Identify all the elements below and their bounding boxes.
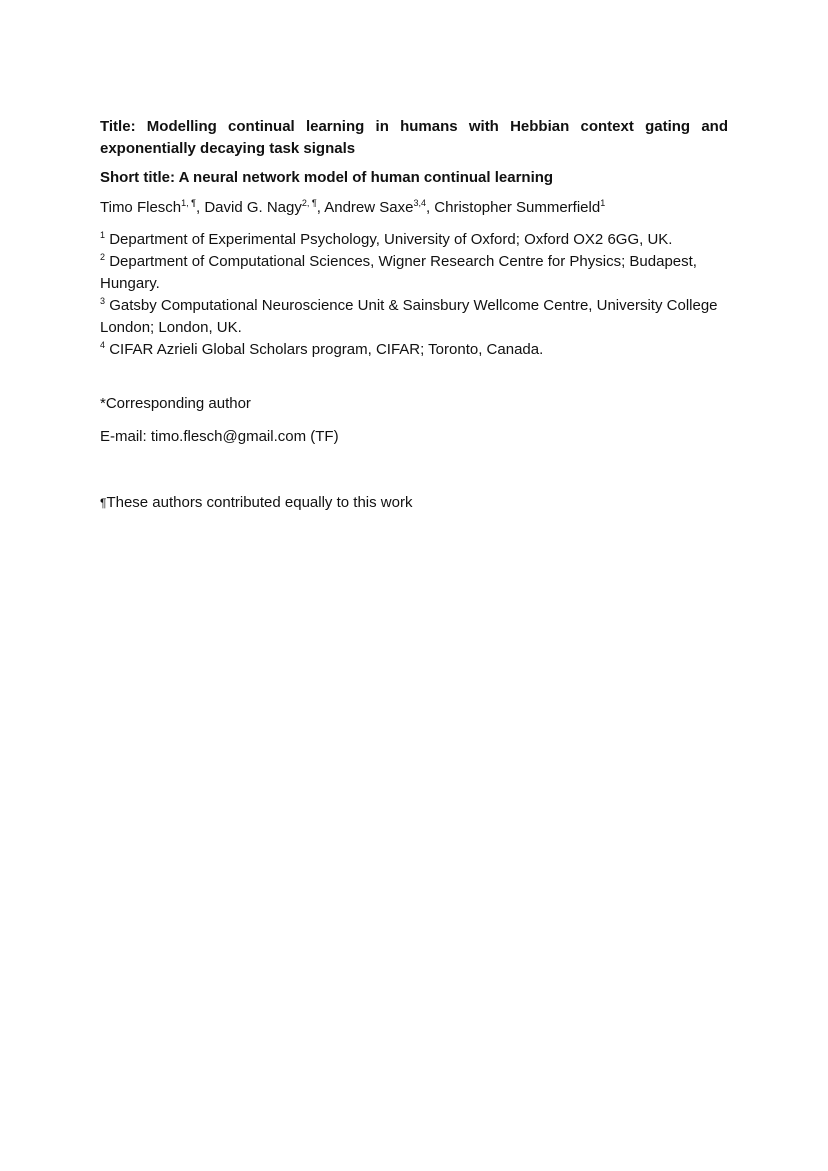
author-separator: ,: [195, 199, 205, 216]
affiliation-2: [100, 251, 728, 295]
affiliation-3: [100, 295, 728, 339]
author-separator: ,: [425, 199, 435, 216]
author-affiliation-marker: 1: [600, 198, 606, 208]
affiliation-number: 4: [100, 340, 106, 350]
author-name: Christopher Summerfield: [434, 199, 601, 216]
pilcrow-mark: ¶: [100, 496, 107, 510]
affiliation-4: [100, 339, 728, 361]
author-affiliation-marker: 1, ¶: [181, 198, 196, 208]
equal-contribution-text: These authors contributed equally to this work: [106, 494, 413, 511]
equal-contribution-note: [100, 492, 728, 514]
affiliation-text: Gatsby Computational Neuroscience Unit & Sainsbury Wellcome Centre, University College London; London, UK.: [100, 297, 718, 336]
author-affiliation-marker: 3,4: [413, 198, 426, 208]
affiliation-number: 1: [100, 230, 106, 240]
affiliation-text: Department of Computational Sciences, Wigner Research Centre for Physics; Budapest, Hungary.: [100, 253, 697, 292]
author-name: Andrew Saxe: [324, 199, 414, 216]
author-name: David G. Nagy: [204, 199, 302, 216]
affiliation-text: Department of Experimental Psychology, University of Oxford; Oxford OX2 6GG, UK.: [109, 231, 673, 248]
short-title: Short title: A neural network model of human continual learning: [100, 169, 554, 186]
author-separator: ,: [316, 199, 325, 216]
title-page-content: [100, 116, 728, 514]
affiliation-1: [100, 229, 728, 251]
paper-title: Title: Modelling continual learning in humans with Hebbian context gating and exponentially decaying task signals: [100, 118, 728, 157]
affiliation-number: 2: [100, 252, 106, 262]
corresponding-author-note: *Corresponding author: [100, 395, 251, 412]
author-affiliation-marker: 2, ¶: [301, 198, 317, 208]
affiliation-number: 3: [100, 296, 106, 306]
email-line: E-mail: timo.flesch@gmail.com (TF): [100, 428, 339, 445]
affiliation-text: CIFAR Azrieli Global Scholars program, CIFAR; Toronto, Canada.: [109, 341, 544, 358]
author-name: Timo Flesch: [100, 199, 182, 216]
author-list: [100, 197, 728, 219]
